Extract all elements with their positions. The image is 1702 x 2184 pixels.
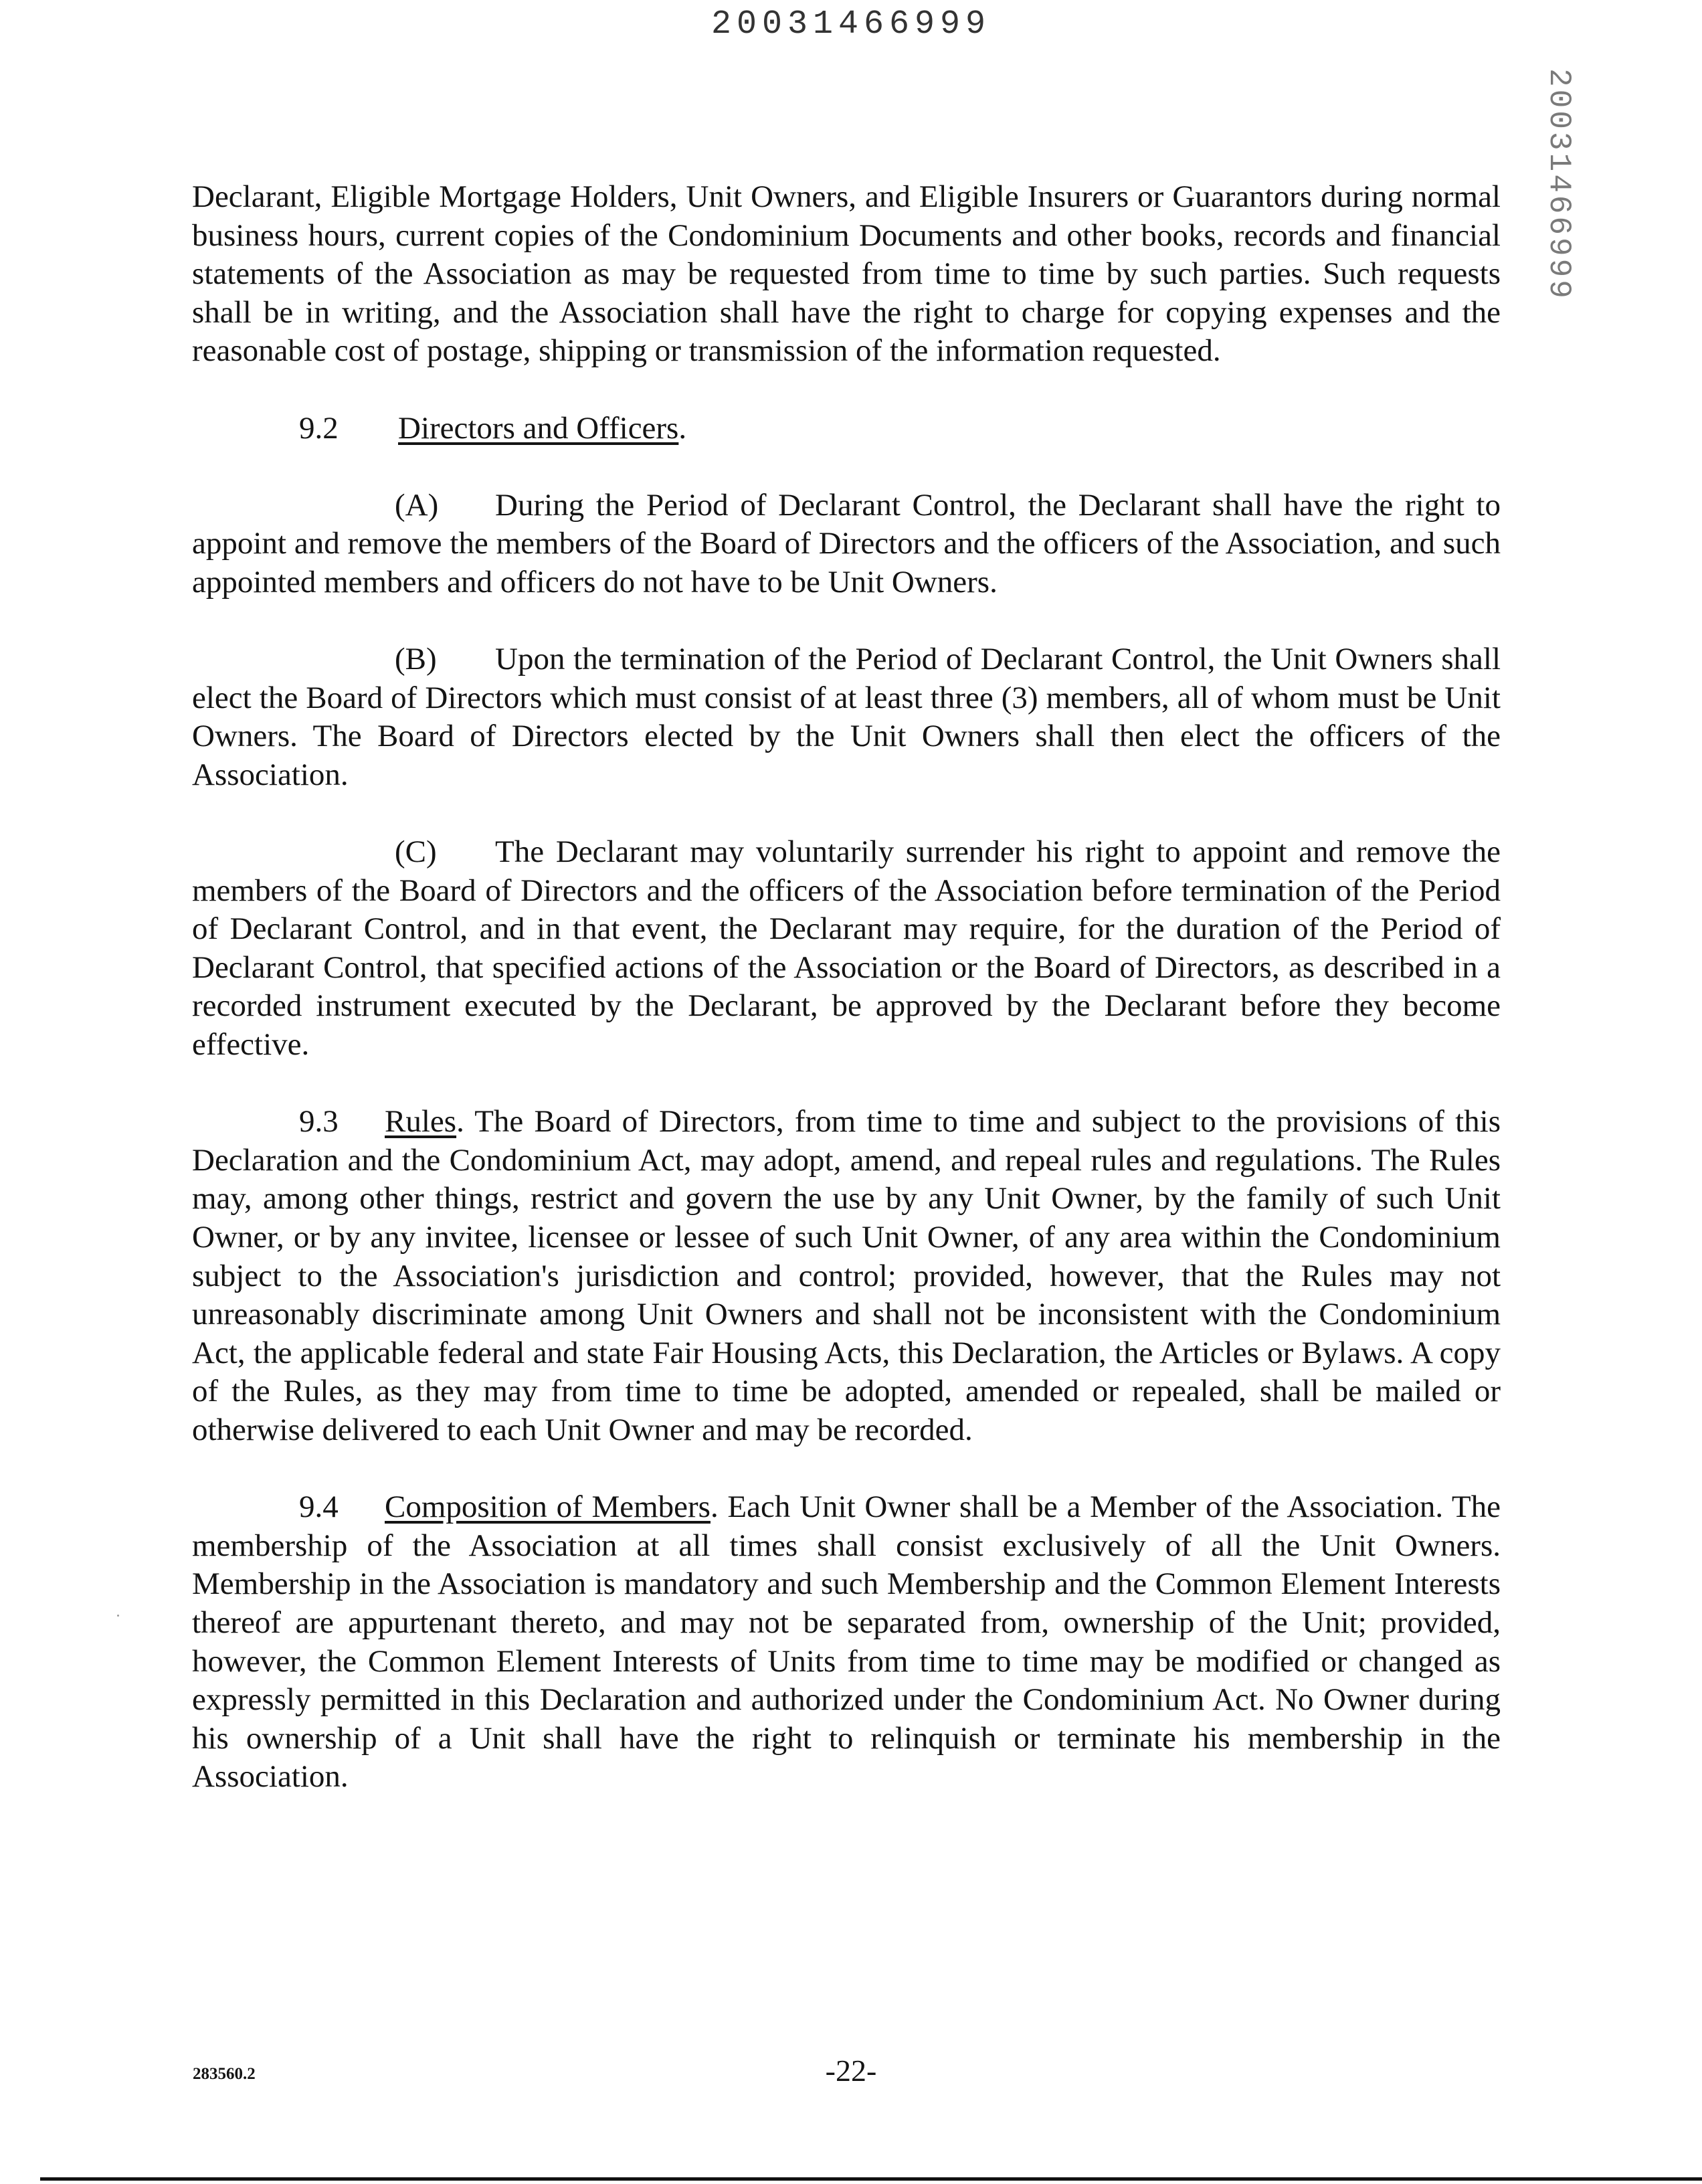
section-text: . The Board of Directors, from time to time and subject to the provisions of this Declaration and the Condominium Act, may adopt, amend, and repeal rules and regulations. The Rules may, among other things, restrict and govern the use by any Unit Owner, by the family of such Unit Owner, or by any invitee, licensee or lessee of such Unit Owner, of any area within the Condominium subject to the Association's jurisdiction and control; provided, however, that the Rules may not unreasonably discriminate among Unit Owners and shall not be inconsistent with the Condominium Act, the applicable federal and state Fair Housing Acts, this Declaration, the Articles or Bylaws. A copy of the Rules, as they may from time to time be adopted, amended or repealed, shall be mailed or otherwise delivered to each Unit Owner and may be recorded. — [192, 1104, 1501, 1447]
document-number: 20031466999 — [711, 5, 991, 43]
document-body — [192, 178, 1501, 1797]
bottom-rule — [40, 2177, 1702, 2181]
subsection-text: Upon the termination of the Period of Declarant Control, the Unit Owners shall elect the Board of Directors which must consist of at least three (3) members, all of whom must be Unit Owners. The Board of Directors elected by the Unit Owners shall then elect the officers of the Association. — [192, 642, 1501, 792]
side-stamp: 20031466999 — [1541, 68, 1576, 301]
subsection-text: During the Period of Declarant Control, the Declarant shall have the right to appoint and remove the members of the Board of Directors and the officers of the Association, and such appointed members and officers do not have to be Unit Owners. — [192, 487, 1501, 600]
section-9-4 — [192, 1488, 1501, 1797]
section-number: 9.3 — [299, 1104, 339, 1140]
scan-speck — [117, 1615, 119, 1617]
subsection-9-2-c — [192, 833, 1501, 1065]
section-number: 9.2 — [299, 410, 339, 446]
section-title: Composition of Members — [385, 1489, 711, 1525]
section-9-3 — [192, 1103, 1501, 1449]
subsection-9-2-b — [192, 640, 1501, 794]
section-title-end: . — [678, 410, 687, 446]
subsection-label: (A) — [395, 487, 439, 523]
section-title: Directors and Officers — [398, 410, 679, 446]
subsection-label: (C) — [395, 834, 437, 870]
section-text: . Each Unit Owner shall be a Member of the Association. The membership of the Association at all times shall consist exclusively of all the Unit Owners. Membership in the Association is mandatory and such Membership and the Common Element Interests thereof are appurtenant thereto, and may not be separated from, ownership of the Unit; provided, however, the Common Element Interests of Units from time to time may be modified or changed as expressly permitted in this Declaration and authorized under the Condominium Act. No Owner during his ownership of a Unit shall have the right to relinquish or terminate his membership in the Association. — [192, 1489, 1501, 1795]
page-number: -22- — [825, 2054, 877, 2088]
section-number: 9.4 — [299, 1489, 339, 1525]
intro-paragraph: Declarant, Eligible Mortgage Holders, Unit Owners, and Eligible Insurers or Guarantors during normal business hours, current copies of the Condominium Documents and other books, records and financial statements of the Association as may be requested from time to time by such parties. Such requests shall be in writing, and the Association shall have the right to charge for copying expenses and the reasonable cost of postage, shipping or transmission of the information requested. — [192, 179, 1501, 369]
subsection-label: (B) — [395, 642, 437, 677]
subsection-text: The Declarant may voluntarily surrender his right to appoint and remove the members of the Board of Directors and the officers of the Association before termination of the Period of Declarant Control, and in that event, the Declarant may require, for the duration of the Period of Declarant Control, that specified actions of the Association or the Board of Directors, as described in a recorded instrument executed by the Declarant, be approved by the Declarant before they become effective. — [192, 834, 1501, 1063]
footer-document-id: 283560.2 — [193, 2065, 256, 2083]
section-9-2-heading — [192, 410, 1501, 448]
subsection-9-2-a — [192, 486, 1501, 602]
section-title: Rules — [385, 1104, 457, 1140]
